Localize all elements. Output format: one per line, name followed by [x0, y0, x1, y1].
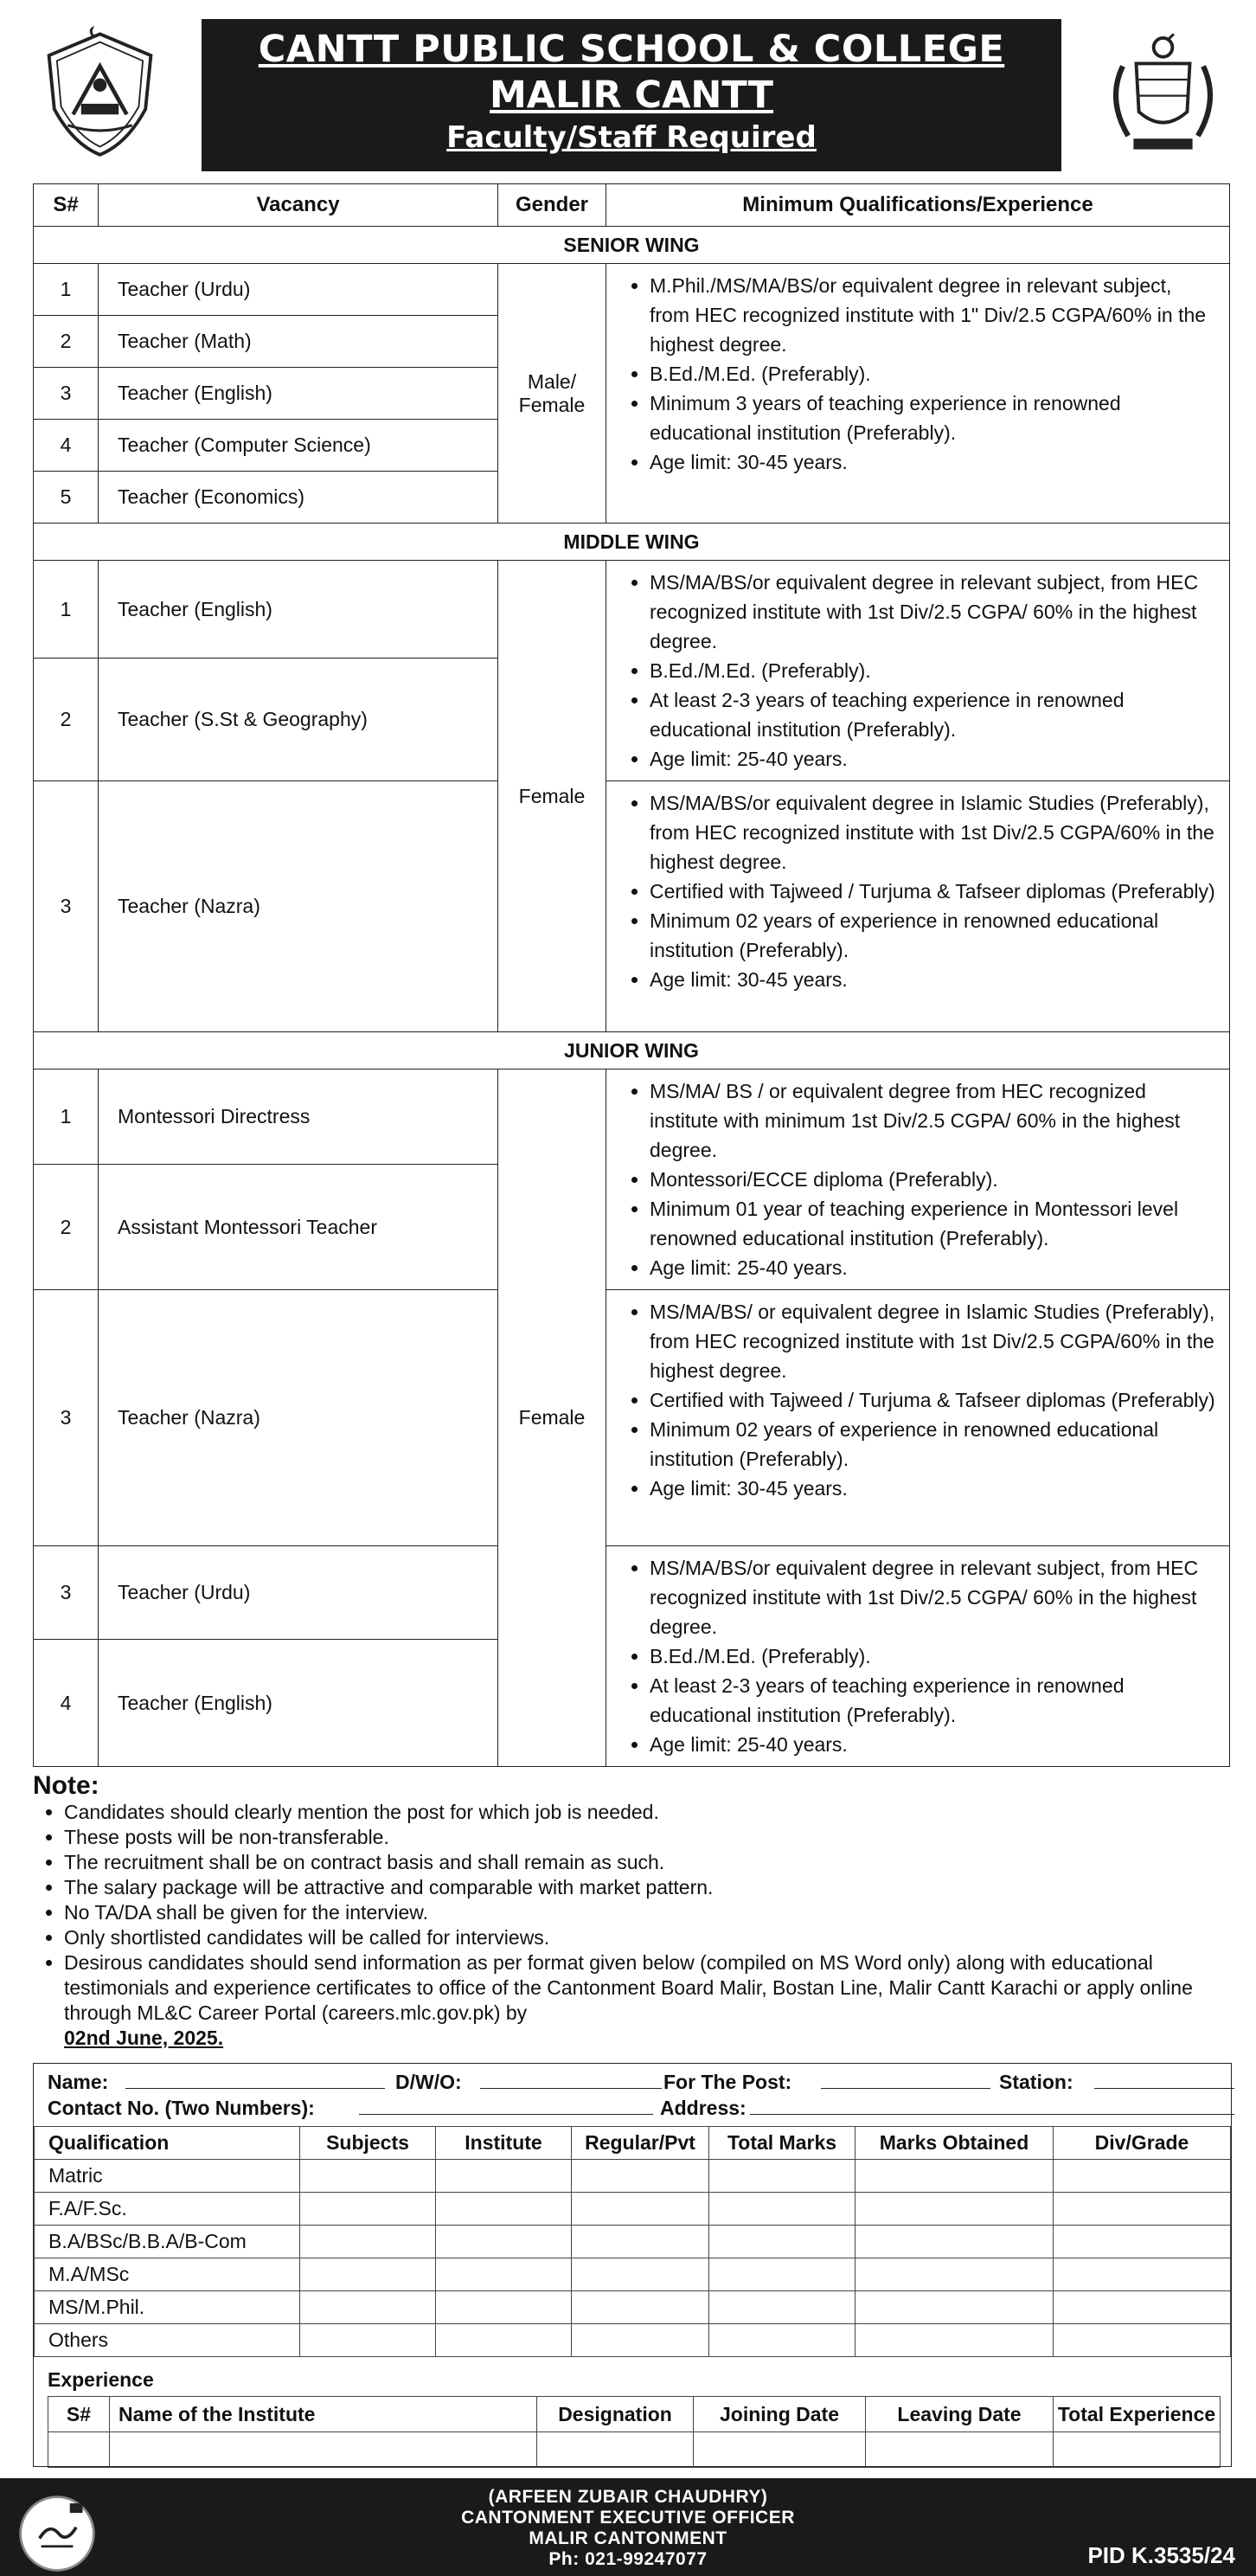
name-field[interactable]: [125, 2071, 385, 2089]
application-deadline: 02nd June, 2025.: [64, 2027, 224, 2049]
gender-cell: Male/ Female: [498, 264, 606, 524]
table-row: 3 Teacher (English): [34, 368, 1230, 420]
notes-title: Note:: [33, 1771, 99, 1800]
qualifications-cell: • MS/MA/BS/ or equivalent degree in Islamic Studies (Preferably), from HEC recognized institute with 1st Div/2.5 CGPA/60% in the highest degree. • Certified with Tajweed / Turjuma & Tafseer diplomas (Preferably) • Minimum 02 years of experience in renowned educational institution (Preferably). • Age limit: 30-45 years.: [606, 1290, 1230, 1546]
table-row: Others: [35, 2324, 1231, 2357]
form-row-name: [48, 2071, 1222, 2097]
signature-block: [0, 2487, 1256, 2570]
qualifications-cell: • MS/MA/BS/or equivalent degree in relevant subject, from HEC recognized institute with 1st Div/2.5 CGPA/ 60% in the highest degree. • B.Ed./M.Ed. (Preferably). • At least 2-3 years of teaching experience in renowned educational institution (Preferably). • Age limit: 25-40 years.: [606, 561, 1230, 781]
notes-list: [33, 1800, 1230, 2026]
contact-field[interactable]: [359, 2097, 653, 2115]
table-row: 3 Teacher (Nazra) • MS/MA/BS/ or equivalent degree in Islamic Studies (Preferably), from HEC recognized institute with 1st Div/2.5 CGPA/60% in the highest degree. • Certified with Tajweed / Turjuma & Tafseer diplomas (Preferably) • Minimum 02 years of experience in renowned educational institution (Preferably). • Age limit: 30-45 years.: [34, 1290, 1230, 1546]
qualifications-cell: • MS/MA/BS/or equivalent degree in relevant subject, from HEC recognized institute with 1st Div/2.5 CGPA/ 60% in the highest degree. • B.Ed./M.Ed. (Preferably). • At least 2-3 years of teaching experience in renowned educational institution (Preferably). • Age limit: 25-40 years.: [606, 1546, 1230, 1767]
notes-section: [33, 1772, 1230, 2050]
col-header-gender: Gender: [498, 184, 606, 227]
footer-banner: [0, 2478, 1256, 2576]
dwo-label: D/W/O:: [395, 2071, 462, 2093]
experience-header-row: S# Name of the Institute Designation Joining Date Leaving Date Total Experience: [48, 2397, 1221, 2432]
post-label: For The Post:: [663, 2071, 792, 2093]
table-row: MS/M.Phil.: [35, 2291, 1231, 2324]
station-field[interactable]: [1094, 2071, 1234, 2089]
table-row: 3 Teacher (Urdu) • MS/MA/BS/or equivalent degree in relevant subject, from HEC recognized institute with 1st Div/2.5 CGPA/ 60% in the highest degree. • B.Ed./M.Ed. (Preferably). • At least 2-3 years of teaching experience in renowned educational institution (Preferably). • Age limit: 25-40 years.: [34, 1546, 1230, 1640]
title-banner: [202, 19, 1061, 171]
col-header-vacancy: Vacancy: [99, 184, 498, 227]
office-name: MALIR CANTONMENT: [529, 2528, 727, 2548]
section-middle-wing: MIDDLE WING: [34, 524, 1230, 561]
list-item: • No TA/DA shall be given for the interview.: [64, 1900, 1230, 1925]
table-row: F.A/F.Sc.: [35, 2193, 1231, 2226]
dwo-field[interactable]: [480, 2071, 662, 2089]
experience-table: [48, 2396, 1221, 2468]
section-junior-wing: JUNIOR WING: [34, 1032, 1230, 1070]
table-row: B.A/BSc/B.B.A/B-Com: [35, 2226, 1231, 2258]
post-field[interactable]: [821, 2071, 990, 2089]
qualifications-cell: • M.Phil./MS/MA/BS/or equivalent degree in relevant subject, from HEC recognized institute with 1" Div/2.5 CGPA/60% in the highest degree. • B.Ed./M.Ed. (Preferably). • Minimum 3 years of teaching experience in renowned educational institution (Preferably). • Age limit: 30-45 years.: [606, 264, 1230, 524]
form-row-contact: [48, 2097, 1222, 2123]
qualifications-cell: • MS/MA/BS/or equivalent degree in Islamic Studies (Preferably), from HEC recognized institute with 1st Div/2.5 CGPA/60% in the highest degree. • Certified with Tajweed / Turjuma & Tafseer diplomas (Preferably) • Minimum 02 years of experience in renowned educational institution (Preferably). • Age limit: 30-45 years.: [606, 781, 1230, 1032]
list-item: • The salary package will be attractive and comparable with market pattern.: [64, 1875, 1230, 1900]
table-row: 2 Assistant Montessori Teacher: [34, 1165, 1230, 1290]
application-form: [33, 2063, 1232, 2467]
table-row: 1 Teacher (Urdu) Male/ Female • M.Phil./MS/MA/BS/or equivalent degree in relevant subject, from HEC recognized institute with 1" Div/2.5 CGPA/60% in the highest degree. • B.Ed./M.Ed. (Preferably). • Minimum 3 years of teaching experience in renowned educational institution (Preferably). • Age limit: 30-45 years.: [34, 264, 1230, 316]
table-row: 3 Teacher (Nazra) • MS/MA/BS/or equivalent degree in Islamic Studies (Preferably), from HEC recognized institute with 1st Div/2.5 CGPA/60% in the highest degree. • Certified with Tajweed / Turjuma & Tafseer diplomas (Preferably) • Minimum 02 years of experience in renowned educational institution (Preferably). • Age limit: 30-45 years.: [34, 781, 1230, 1032]
address-label: Address:: [660, 2097, 747, 2119]
col-header-sn: S#: [34, 184, 99, 227]
table-row: 5 Teacher (Economics): [34, 472, 1230, 524]
table-header-row: [34, 184, 1230, 227]
address-field[interactable]: [750, 2097, 1234, 2115]
cantonment-emblem-logo: [1096, 26, 1230, 160]
qualifications-cell: • MS/MA/ BS / or equivalent degree from HEC recognized institute with minimum 1st Div/2.5 CGPA/ 60% in the highest degree. • Montessori/ECCE diploma (Preferably). • Minimum 01 year of teaching experience in Montessori level renowned educational institution (Preferably). • Age limit: 25-40 years.: [606, 1070, 1230, 1290]
list-item: • Candidates should clearly mention the post for which job is needed.: [64, 1800, 1230, 1825]
school-location: MALIR CANTT: [489, 74, 774, 117]
table-row: Matric: [35, 2160, 1231, 2193]
pid-number: PID K.3535/24: [1087, 2542, 1235, 2568]
name-label: Name:: [48, 2071, 109, 2093]
station-label: Station:: [999, 2071, 1073, 2093]
vacancy-table: [33, 183, 1230, 1767]
table-row: [48, 2432, 1221, 2468]
list-item: • Only shortlisted candidates will be called for interviews.: [64, 1925, 1230, 1950]
qualification-table: [34, 2126, 1231, 2357]
section-senior-wing: SENIOR WING: [34, 227, 1230, 264]
school-crest-logo: [33, 26, 167, 160]
header: [33, 0, 1230, 177]
table-row: 2 Teacher (Math): [34, 316, 1230, 368]
qualification-header-row: Qualification Subjects Institute Regular/Pvt Total Marks Marks Obtained Div/Grade: [35, 2127, 1231, 2160]
contact-label: Contact No. (Two Numbers):: [48, 2097, 315, 2119]
table-row: 4 Teacher (Computer Science): [34, 420, 1230, 472]
advertisement-page: [33, 0, 1230, 2425]
list-item: • The recruitment shall be on contract basis and shall remain as such.: [64, 1850, 1230, 1875]
ad-subtitle: Faculty/Staff Required: [446, 120, 817, 155]
gender-cell: Female: [498, 1070, 606, 1767]
table-row: 1 Teacher (English) Female • MS/MA/BS/or equivalent degree in relevant subject, from HEC recognized institute with 1st Div/2.5 CGPA/ 60% in the highest degree. • B.Ed./M.Ed. (Preferably). • At least 2-3 years of teaching experience in renowned educational institution (Preferably). • Age limit: 25-40 years.: [34, 561, 1230, 658]
office-phone: Ph: 021-99247077: [548, 2549, 708, 2569]
col-header-qualifications: Minimum Qualifications/Experience: [606, 184, 1230, 227]
table-row: 1 Montessori Directress Female • MS/MA/ BS / or equivalent degree from HEC recognized institute with minimum 1st Div/2.5 CGPA/ 60% in the highest degree. • Montessori/ECCE diploma (Preferably). • Minimum 01 year of teaching experience in Montessori level renowned educational institution (Preferably). • Age limit: 25-40 years.: [34, 1070, 1230, 1165]
gender-cell: Female: [498, 561, 606, 1032]
officer-name: (ARFEEN ZUBAIR CHAUDHRY): [488, 2487, 768, 2507]
list-item: • Desirous candidates should send information as per format given below (compiled on MS Word only) along with educational testimonials and experience certificates to office of the Cantonment Board Malir, Bostan Line, Malir Cantt Karachi or apply online through ML&C Career Portal (careers.mlc.gov.pk) by: [64, 1950, 1230, 2026]
list-item: • These posts will be non-transferable.: [64, 1825, 1230, 1850]
table-row: M.A/MSc: [35, 2258, 1231, 2291]
school-name: CANTT PUBLIC SCHOOL & COLLEGE: [258, 28, 1005, 71]
officer-designation: CANTONMENT EXECUTIVE OFFICER: [461, 2508, 795, 2528]
experience-label: Experience: [48, 2368, 154, 2391]
table-row: 2 Teacher (S.St & Geography): [34, 658, 1230, 781]
table-row: 4 Teacher (English): [34, 1640, 1230, 1767]
